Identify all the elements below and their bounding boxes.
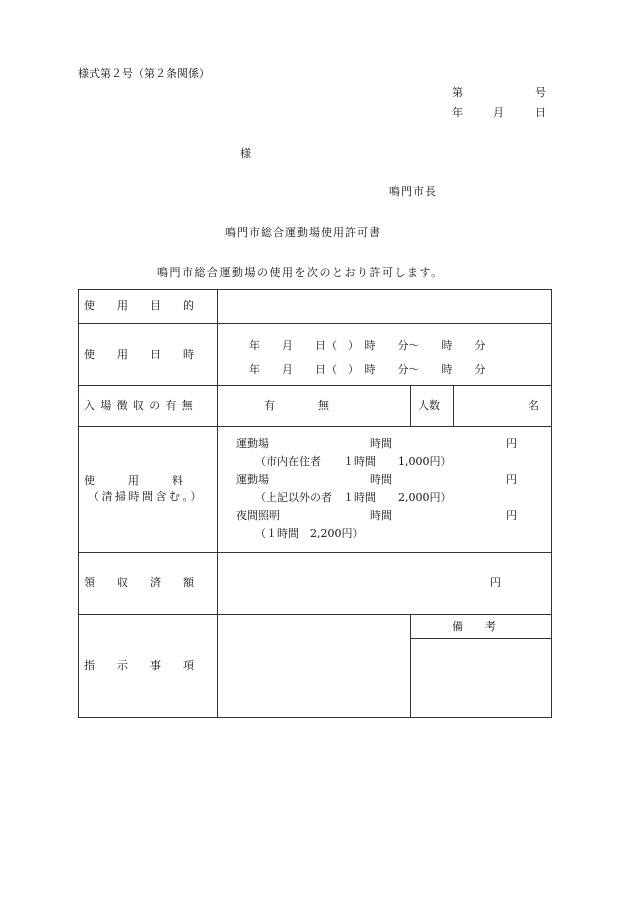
date-month: 月 (493, 106, 504, 119)
headcount-label: 人数 (418, 399, 440, 412)
fee-label: 使 用 料 (84, 474, 183, 487)
instructions-label: 指 示 事 項 (84, 659, 194, 672)
fee-field-hours-2: 時間 (370, 473, 392, 486)
fee-field-name-2: 運動場 (236, 473, 269, 486)
number-prefix: 第 (452, 86, 463, 99)
admission-label: 入場徴収の有無 (84, 399, 199, 412)
fee-field-hours: 時間 (370, 437, 392, 450)
fee-lighting-hours: 時間 (370, 509, 392, 522)
purpose-field[interactable] (218, 290, 551, 323)
datetime-line-1[interactable]: 年 月 日（ ） 時 分～ 時 分 (249, 339, 486, 352)
fee-lighting-yen: 円 (506, 509, 517, 522)
date-year: 年 (452, 106, 463, 119)
number-suffix: 号 (535, 86, 546, 99)
fee-lighting-note: （１時間 2,200円） (255, 527, 364, 540)
intro-text: 鳴門市総合運動場の使用を次のとおり許可します。 (157, 266, 444, 279)
received-label: 領 収 済 額 (84, 576, 194, 589)
form-number: 様式第２号（第２条関係） (78, 67, 210, 80)
headcount-unit: 名 (528, 399, 539, 412)
fee-nonresident-note: （上記以外の者 １時間 2,000円） (255, 491, 452, 504)
addressee-honorific: 様 (240, 147, 251, 160)
fee-label-sub: （清掃時間含む。） (88, 490, 204, 503)
remarks-label: 備 考 (452, 620, 496, 633)
fee-field-yen: 円 (506, 437, 517, 450)
admission-yes[interactable]: 有 (264, 399, 275, 412)
document-title: 鳴門市総合運動場使用許可書 (225, 226, 381, 239)
fee-field-yen-2: 円 (506, 473, 517, 486)
datetime-line-2[interactable]: 年 月 日（ ） 時 分～ 時 分 (249, 363, 486, 376)
fee-field-name: 運動場 (236, 437, 269, 450)
received-yen: 円 (490, 576, 501, 589)
fee-lighting-name: 夜間照明 (236, 509, 280, 522)
date-day: 日 (535, 106, 546, 119)
admission-no[interactable]: 無 (318, 399, 329, 412)
purpose-label: 使 用 目 的 (84, 299, 194, 312)
fee-resident-note: （市内在住者 １時間 1,000円） (255, 455, 452, 468)
issuer: 鳴門市長 (389, 185, 437, 198)
datetime-label: 使 用 日 時 (84, 348, 194, 361)
